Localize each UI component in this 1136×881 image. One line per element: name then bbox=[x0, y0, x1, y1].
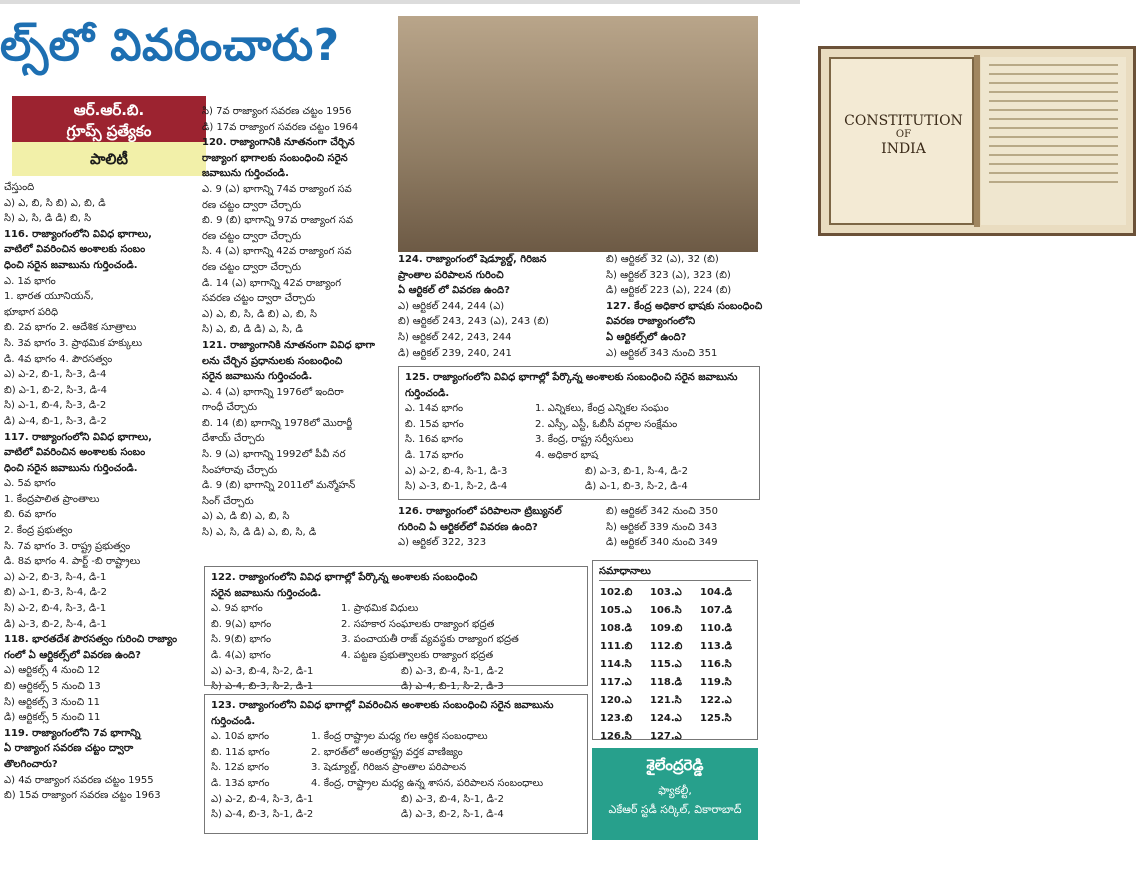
author-card bbox=[592, 748, 758, 840]
text-line: ఎ. 5వ భాగం bbox=[4, 478, 56, 490]
answer-cell: 118.డి bbox=[650, 677, 683, 688]
text-line: సరైన జవాబును గుర్తించండి. bbox=[202, 371, 313, 383]
text-line: సి) ఆర్టికల్ 323 (ఎ), 323 (బి) bbox=[606, 269, 731, 281]
answer-cell: 103.ఎ bbox=[650, 587, 682, 598]
text-line: ఎ) ఎ, డి బి) ఎ, బి, సి bbox=[202, 511, 290, 523]
text-line: సి. 4 (ఎ) భాగాన్ని 42వ రాజ్యాంగ సవ bbox=[202, 246, 352, 258]
book-spine bbox=[974, 55, 980, 227]
answer-cell: 121.సి bbox=[650, 695, 682, 706]
book-right-page bbox=[981, 57, 1126, 225]
answer-cell: 102.బి bbox=[600, 587, 633, 598]
text-line: బి) ఎ-3, బి-4, సి-1, డి-2 bbox=[401, 665, 504, 677]
text-line: ఎ) ఎ-2, బి-4, సి-1, డి-3 bbox=[405, 465, 508, 477]
text-line: 1. ఎన్నికలు, కేంద్ర ఎన్నికల సంఘం bbox=[535, 403, 669, 415]
text-line: 4. అధికార భాష bbox=[535, 449, 599, 461]
text-line: సి) ఎ-4, బి-3, సి-1, డి-2 bbox=[211, 809, 314, 821]
author-role: ఫ్యాకల్టీ, bbox=[658, 784, 692, 797]
text-line: రణ చట్టం ద్వారా చేర్చారు bbox=[202, 199, 302, 211]
text-line: 2. సహకార సంఘాలకు రాజ్యాంగ భద్రత bbox=[341, 618, 495, 630]
badge-line-2: గ్రూప్స్ ప్రత్యేకం bbox=[66, 122, 152, 140]
answer-cell: 111.బి bbox=[600, 641, 633, 652]
text-line: సి) ఆర్టికల్స్ 3 నుంచి 11 bbox=[4, 696, 101, 708]
text-line: బి. 9(ఎ) భాగం bbox=[211, 618, 272, 630]
text-line: సి) ఎ-1, బి-4, సి-3, డి-2 bbox=[4, 400, 107, 412]
column-1 bbox=[4, 180, 200, 804]
text-line: సి) ఎ-2, బి-4, సి-3, డి-1 bbox=[4, 603, 107, 615]
text-line: సవరణ చట్టం ద్వారా చేర్చారు bbox=[202, 293, 316, 305]
text-line: ఎ) ఆర్టికల్ 343 నుంచి 351 bbox=[606, 347, 718, 359]
text-line: బి) ఆర్టికల్ 243, 243 (ఎ), 243 (బి) bbox=[398, 316, 549, 328]
text-line: ఎ) ఆర్టికల్ 244, 244 (ఎ) bbox=[398, 300, 505, 312]
answer-cell: 105.ఎ bbox=[600, 605, 632, 616]
author-name: శైలేంద్రరెడ్డి bbox=[646, 756, 704, 774]
text-line: డి) ఎ-1, బి-3, సి-2, డి-4 bbox=[585, 481, 688, 493]
text-line: డి. 8వ భాగం 4. పార్ట్ -బి రాష్ట్రాలు bbox=[4, 556, 141, 568]
page-headline: ల్స్‌లో వివరించారు? bbox=[0, 20, 340, 71]
answers-row bbox=[599, 692, 749, 710]
question-125-box bbox=[398, 366, 760, 500]
q125-title: 125. రాజ్యాంగంలోని వివిధ భాగాల్లో పేర్కొన్న అంశాలకు సంబంధించి సరైన జవాబును bbox=[405, 372, 738, 383]
text-line: 117. రాజ్యాంగంలోని వివిధ భాగాలు, bbox=[4, 431, 152, 443]
q123-title-2: గుర్తించండి. bbox=[211, 715, 256, 727]
text-line: తొలగించారు? bbox=[4, 758, 58, 770]
answer-cell: 108.డి bbox=[600, 623, 633, 634]
answer-cell: 114.సి bbox=[600, 659, 632, 670]
text-line: బి) ఎ-1, బి-3, సి-4, డి-2 bbox=[4, 587, 107, 599]
text-line: ఎ. 9వ భాగం bbox=[211, 603, 263, 615]
text-line: సి) ఎ-4, బి-3, సి-2, డి-1 bbox=[211, 681, 314, 693]
text-line: డి) 17వ రాజ్యాంగ సవరణ చట్టం 1964 bbox=[202, 121, 359, 133]
text-line: 1. భారత యూనియన్, bbox=[4, 291, 94, 303]
text-line: 119. రాజ్యాంగంలోని 7వ భాగాన్ని bbox=[4, 727, 141, 739]
answers-title: సమాధానాలు bbox=[599, 564, 751, 581]
text-line: దేశాయ్ చేర్చారు bbox=[202, 433, 265, 445]
text-line: సి) ఆర్టికల్ 339 నుంచి 343 bbox=[606, 521, 718, 533]
answer-cell: 120.ఎ bbox=[600, 695, 632, 706]
text-line: బి) ఆర్టికల్ 342 నుంచి 350 bbox=[606, 506, 718, 517]
text-line: సి) ఎ, సి, డి డి) ఎ, బి, సి, డి bbox=[202, 527, 317, 539]
text-line: 4. కేంద్ర, రాష్ట్రాల మధ్య ఉన్న శాసన, పరిపాలన సంబంధాలు bbox=[311, 777, 544, 789]
answers-row bbox=[599, 656, 749, 674]
text-line: సి. 3వ భాగం 3. ప్రాథమిక హక్కులు bbox=[4, 337, 143, 349]
text-line: డి. 4వ భాగం 4. పౌరసత్వం bbox=[4, 353, 113, 365]
text-line: ధించి సరైన జవాబును గుర్తించండి. bbox=[4, 462, 138, 474]
text-line: డి) ఆర్టికల్ 340 నుంచి 349 bbox=[606, 537, 718, 549]
text-line: సింగ్ చేర్చారు bbox=[202, 495, 254, 507]
text-line: ఎ. 10వ భాగం bbox=[211, 731, 270, 743]
q122-title: 122. రాజ్యాంగంలోని వివిధ భాగాల్లో పేర్కొన్న అంశాలకు సంబంధించి bbox=[211, 572, 478, 583]
text-line: బి. 9 (బి) భాగాన్ని 97వ రాజ్యాంగ సవ bbox=[202, 215, 353, 227]
answer-cell: 119.సి bbox=[700, 677, 732, 688]
text-line: సి. 12వ భాగం bbox=[211, 762, 270, 774]
text-line: 1. కేంద్ర రాష్ట్రాల మధ్య గల ఆర్థిక సంబంధాలు bbox=[311, 731, 488, 743]
text-line: గురించి ఏ ఆర్టికల్‌లో వివరణ ఉంది? bbox=[398, 521, 538, 533]
q122-options bbox=[211, 664, 581, 695]
text-line: ఎ) ఎ-2, బి-1, సి-3, డి-4 bbox=[4, 369, 107, 381]
text-line: సి) ఎ, సి, డి డి) బి, సి bbox=[4, 213, 92, 225]
answers-row bbox=[599, 638, 749, 656]
text-line: ఏ ఆర్టికల్ లో వివరణ ఉంది? bbox=[398, 285, 510, 297]
text-line: బి. 14 (బి) భాగాన్ని 1978లో మొరార్జీ bbox=[202, 417, 353, 429]
text-line: బి) ఆర్టికల్ 32 (ఎ), 32 (బి) bbox=[606, 254, 719, 265]
answers-row bbox=[599, 620, 749, 638]
answer-cell: 122.ఎ bbox=[700, 695, 732, 706]
question-126-127-block bbox=[606, 252, 776, 361]
answer-cell bbox=[699, 728, 749, 746]
answers-row bbox=[599, 710, 749, 728]
answer-cell: 116.సి bbox=[700, 659, 732, 670]
text-line: డి) ఆర్టికల్స్ 5 నుంచి 11 bbox=[4, 712, 101, 724]
text-line: జవాబును గుర్తించండి. bbox=[202, 168, 289, 180]
constitution-photo bbox=[398, 16, 963, 252]
answers-row bbox=[599, 602, 749, 620]
question-127-options bbox=[606, 504, 776, 551]
answer-cell: 123.బి bbox=[600, 713, 633, 724]
text-line: సి. 9(బి) భాగం bbox=[211, 634, 272, 646]
text-line: రాజ్యాంగ భాగాలకు సంబంధించి సరైన bbox=[202, 152, 348, 164]
text-line: డి) ఎ-4, బి-1, సి-2, డి-3 bbox=[401, 681, 504, 693]
text-line: భూభాగ పరిధి bbox=[4, 306, 59, 318]
badge-line-1: ఆర్.ఆర్.బి. bbox=[73, 101, 145, 119]
answer-cell: 113.డి bbox=[700, 641, 733, 652]
q125-title-2: గుర్తించండి. bbox=[405, 387, 450, 399]
question-124 bbox=[398, 252, 603, 361]
text-line: 1. ప్రాథమిక విధులు bbox=[341, 603, 419, 615]
answer-cell: 117.ఎ bbox=[600, 677, 632, 688]
section-badge bbox=[12, 96, 206, 142]
q122-match bbox=[211, 601, 581, 663]
text-line: ఎ. 14వ భాగం bbox=[405, 403, 464, 415]
answer-cell: 126.సి bbox=[600, 731, 632, 742]
text-line: గంలో ఏ ఆర్టికల్స్‌లో వివరణ ఉంది? bbox=[4, 649, 141, 661]
text-line: బి. 6వ భాగం bbox=[4, 509, 57, 521]
text-line: చేస్తుంది bbox=[4, 182, 35, 193]
text-line: 3. పంచాయతీ రాజ్ వ్యవస్థకు రాజ్యాంగ భద్రత bbox=[341, 634, 519, 646]
text-line: 120. రాజ్యాంగానికి నూతనంగా చేర్చిన bbox=[202, 137, 355, 149]
text-line: డి) ఎ-3, బి-2, సి-1, డి-4 bbox=[401, 809, 504, 821]
text-line: వాటిలో వివరించిన అంశాలకు సంబం bbox=[4, 244, 146, 256]
text-line: సి. 7వ భాగం 3. రాష్ట్ర ప్రభుత్వం bbox=[4, 540, 131, 552]
text-line: ఎ. 1వ భాగం bbox=[4, 275, 56, 287]
q123-options bbox=[211, 792, 581, 823]
text-line: ఎ) ఎ-3, బి-4, సి-2, డి-1 bbox=[211, 665, 314, 677]
text-line: బి) ఆర్టికల్స్ 5 నుంచి 13 bbox=[4, 681, 101, 692]
text-line: వాటిలో వివరించిన అంశాలకు సంబం bbox=[4, 447, 146, 459]
text-line: ఎ) ఆర్టికల్స్ 4 నుంచి 12 bbox=[4, 665, 101, 677]
answer-cell: 107.డి bbox=[700, 605, 733, 616]
text-line: బి. 15వ భాగం bbox=[405, 418, 464, 430]
text-line: ఎ. 4 (ఎ) భాగాన్ని 1976లో ఇందిరా bbox=[202, 386, 344, 398]
text-line: ఏ రాజ్యాంగ సవరణ చట్టం ద్వారా bbox=[4, 743, 134, 755]
text-line: సి) 7వ రాజ్యాంగ సవరణ చట్టం 1956 bbox=[202, 106, 352, 117]
text-line: 2. కేంద్ర ప్రభుత్వం bbox=[4, 525, 73, 537]
text-line: డి. 17వ భాగం bbox=[405, 449, 464, 461]
text-line: ప్రాంతాల పరిపాలన గురించి bbox=[398, 269, 504, 281]
answers-table bbox=[599, 584, 749, 746]
text-line: 2. భారత్‌లో అంతర్రాష్ట్ర వర్తక వాణిజ్యం bbox=[311, 746, 463, 758]
text-line: 3. కేంద్ర, రాష్ట్ర సర్వీసులు bbox=[535, 434, 634, 446]
text-line: 126. రాజ్యాంగంలో పరిపాలనా ట్రిబ్యునల్ bbox=[398, 506, 562, 517]
text-line: సి) ఆర్టికల్ 242, 243, 244 bbox=[398, 331, 512, 343]
q122-title-2: సరైన జవాబును గుర్తించండి. bbox=[211, 587, 322, 599]
book-title: CONSTITUTION OF INDIA bbox=[844, 113, 963, 157]
text-line: డి) ఎ-3, బి-2, సి-4, డి-1 bbox=[4, 618, 107, 630]
answer-cell: 104.డి bbox=[700, 587, 733, 598]
answers-box bbox=[592, 560, 758, 740]
text-line: డి. 9 (బి) భాగాన్ని 2011లో మన్మోహన్ bbox=[202, 480, 356, 492]
text-line: రణ చట్టం ద్వారా చేర్చారు bbox=[202, 230, 302, 242]
q125-match bbox=[405, 401, 753, 463]
book-illustration bbox=[818, 46, 1136, 236]
text-line: ఎ) 4వ రాజ్యాంగ సవరణ చట్టం 1955 bbox=[4, 774, 154, 786]
text-line: డి) ఎ-4, బి-1, సి-3, డి-2 bbox=[4, 415, 107, 427]
text-line: డి) ఆర్టికల్ 223 (ఎ), 224 (బి) bbox=[606, 285, 732, 297]
question-126 bbox=[398, 504, 603, 551]
text-line: ఎ) ఎ, బి, సి బి) ఎ, బి, డి bbox=[4, 197, 106, 209]
answer-cell: 124.ఎ bbox=[650, 713, 682, 724]
text-line: ధించి సరైన జవాబును గుర్తించండి. bbox=[4, 259, 138, 271]
q125-options bbox=[405, 464, 753, 495]
answer-cell: 112.బి bbox=[650, 641, 683, 652]
text-line: 3. షెడ్యూల్డ్, గిరిజన ప్రాంతాల పరిపాలన bbox=[311, 762, 467, 774]
answer-cell: 125.సి bbox=[700, 713, 732, 724]
text-line: గాంధీ చేర్చారు bbox=[202, 402, 258, 414]
text-line: 2. ఎస్సీ, ఎస్టీ, ఓబీసీ వర్గాల సంక్షేమం bbox=[535, 418, 678, 430]
text-line: ఎ. 9 (ఎ) భాగాన్ని 74వ రాజ్యాంగ సవ bbox=[202, 183, 352, 195]
answer-cell: 110.డి bbox=[700, 623, 733, 634]
question-122-box bbox=[204, 566, 588, 693]
text-line: డి. 14 (ఎ) భాగాన్ని 42వ రాజ్యాంగ bbox=[202, 277, 342, 289]
answers-row bbox=[599, 584, 749, 602]
text-line: సి. 16వ భాగం bbox=[405, 434, 464, 446]
text-line: బి) ఎ-1, బి-2, సి-3, డి-4 bbox=[4, 384, 107, 396]
answer-cell: 127.ఎ bbox=[650, 731, 682, 742]
text-line: రణ చట్టం ద్వారా చేర్చారు bbox=[202, 261, 302, 273]
answers-row bbox=[599, 674, 749, 692]
answer-cell: 109.బి bbox=[650, 623, 683, 634]
text-line: 127. కేంద్ర అధికార భాషకు సంబంధించి bbox=[606, 300, 763, 312]
text-line: డి) ఆర్టికల్ 239, 240, 241 bbox=[398, 347, 512, 359]
text-line: 4. పట్టణ ప్రభుత్వాలకు రాజ్యాంగ భద్రత bbox=[341, 649, 494, 661]
text-line: బి) ఎ-3, బి-4, సి-1, డి-2 bbox=[401, 793, 504, 805]
text-line: 116. రాజ్యాంగంలోని వివిధ భాగాలు, bbox=[4, 228, 152, 240]
column-2 bbox=[202, 104, 392, 541]
top-rule bbox=[0, 0, 800, 4]
answers-row bbox=[599, 728, 749, 746]
text-line: సి. 9 (ఎ) భాగాన్ని 1992లో పీవీ నర bbox=[202, 449, 346, 461]
text-line: ఎ) ఎ-2, బి-3, సి-4, డి-1 bbox=[4, 571, 107, 583]
answer-cell: 106.సి bbox=[650, 605, 682, 616]
text-line: బి. 11వ భాగం bbox=[211, 746, 270, 758]
text-line: సి) ఎ, బి, డి డి) ఎ, సి, డి bbox=[202, 324, 303, 336]
text-line: 118. భారతదేశ పౌరసత్వం గురించి రాజ్యాం bbox=[4, 634, 178, 646]
text-line: బి) ఎ-3, బి-1, సి-4, డి-2 bbox=[585, 465, 688, 477]
answer-cell: 115.ఎ bbox=[650, 659, 682, 670]
subject-label: పాలిటీ bbox=[12, 142, 206, 176]
text-line: సింహారావు చేర్చారు bbox=[202, 464, 278, 476]
text-line: 124. రాజ్యాంగంలో షెడ్యూల్డ్, గిరిజన bbox=[398, 254, 547, 265]
text-line: ఎ) ఎ-2, బి-4, సి-3, డి-1 bbox=[211, 793, 314, 805]
text-line: లను చేర్చిన ప్రధానులకు సంబంధించి bbox=[202, 355, 343, 367]
text-line: బి. 2వ భాగం 2. ఆదేశిక సూత్రాలు bbox=[4, 322, 137, 334]
text-line: సి) ఎ-3, బి-1, సి-2, డి-4 bbox=[405, 481, 508, 493]
author-institute: ఎకేఆర్ స్టడీ సర్కిల్, వికారాబాద్ bbox=[608, 803, 742, 816]
text-line: వివరణ రాజ్యాంగంలోని bbox=[606, 316, 696, 328]
q123-match bbox=[211, 729, 581, 791]
text-line: ఎ) ఆర్టికల్ 322, 323 bbox=[398, 537, 487, 549]
book-left-page bbox=[829, 57, 974, 225]
q123-title: 123. రాజ్యాంగంలోని వివిధ భాగాల్లో వివరించిన అంశాలకు సంబంధించి సరైన జవాబును bbox=[211, 700, 554, 711]
question-123-box bbox=[204, 694, 588, 834]
text-line: ఏ ఆర్టికల్స్‌లో ఉంది? bbox=[606, 331, 687, 343]
text-line: డి. 4(ఎ) భాగం bbox=[211, 649, 271, 661]
text-line: డి. 13వ భాగం bbox=[211, 777, 270, 789]
text-line: 1. కేంద్రపాలిత ప్రాంతాలు bbox=[4, 493, 100, 505]
text-line: బి) 15వ రాజ్యాంగ సవరణ చట్టం 1963 bbox=[4, 790, 161, 802]
text-line: ఎ) ఎ, బి, సి, డి బి) ఎ, బి, సి bbox=[202, 308, 318, 320]
text-line: 121. రాజ్యాంగానికి నూతనంగా వివిధ భాగా bbox=[202, 339, 375, 351]
